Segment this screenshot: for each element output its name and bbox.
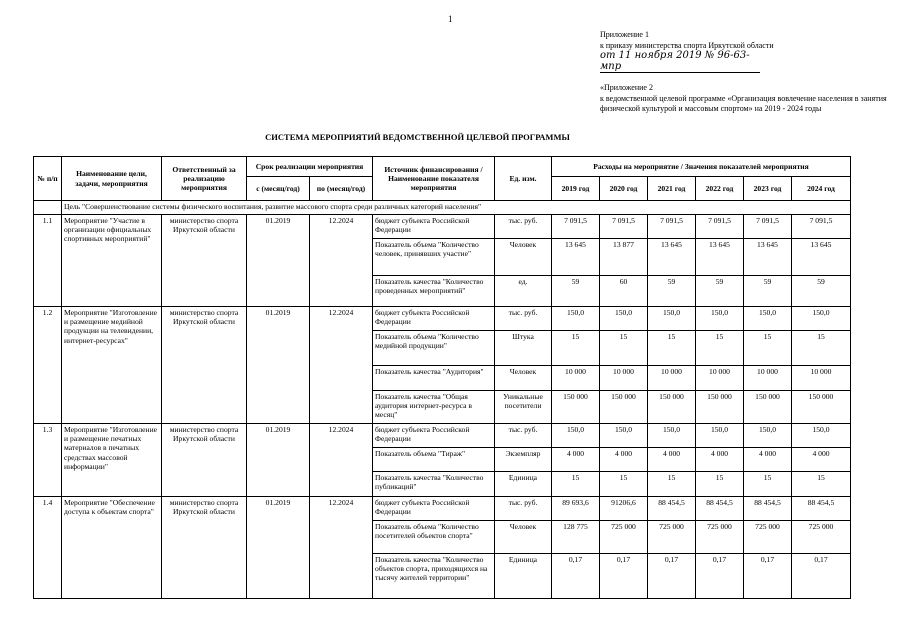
source-cell: бюджет субъекта Российской Федерации <box>373 307 495 331</box>
event-name: Мероприятие "Обеспечение доступа к объектам спорта" <box>62 497 162 599</box>
value-cell: 59 <box>696 276 744 307</box>
unit-cell: тыс. руб. <box>495 497 552 521</box>
unit-cell: ед. <box>495 276 552 307</box>
event-responsible: министерство спорта Иркутской области <box>162 497 247 599</box>
value-cell: 88 454,5 <box>696 497 744 521</box>
handwritten-date: от 11 ноября 2019 № 96-63-мпр <box>600 51 890 73</box>
value-cell: 13 877 <box>600 239 648 276</box>
measures-table <box>33 156 851 599</box>
value-cell: 15 <box>552 331 600 366</box>
value-cell: 7 091,5 <box>600 215 648 239</box>
value-cell: 60 <box>600 276 648 307</box>
value-cell: 150,0 <box>552 424 600 448</box>
header-source: Источник финансирования / Наименование показателя мероприятия <box>373 157 495 201</box>
event-name: Мероприятие "Изготовление и размещение печатных материалов в печатных средствах массовой информации" <box>62 424 162 497</box>
value-cell: 725 000 <box>648 521 696 554</box>
value-cell: 7 091,5 <box>552 215 600 239</box>
value-cell: 150,0 <box>600 424 648 448</box>
value-cell: 0,17 <box>600 554 648 599</box>
event-start: 01.2019 <box>247 307 310 424</box>
table-row <box>34 215 851 239</box>
value-cell: 0,17 <box>552 554 600 599</box>
unit-cell: тыс. руб. <box>495 307 552 331</box>
value-cell: 150,0 <box>648 307 696 331</box>
table-row <box>34 497 851 521</box>
value-cell: 91206,6 <box>600 497 648 521</box>
value-cell: 13 645 <box>696 239 744 276</box>
value-cell: 150,0 <box>552 307 600 331</box>
header-year: 2019 год <box>552 177 600 201</box>
value-cell: 59 <box>792 276 851 307</box>
unit-cell: Уникальные посетители <box>495 391 552 424</box>
event-end: 12.2024 <box>310 497 373 599</box>
value-cell: 150,0 <box>696 307 744 331</box>
value-cell: 15 <box>648 331 696 366</box>
value-cell: 15 <box>696 472 744 497</box>
value-cell: 150 000 <box>600 391 648 424</box>
header-num: № п/п <box>34 157 62 201</box>
value-cell: 7 091,5 <box>792 215 851 239</box>
value-cell: 128 775 <box>552 521 600 554</box>
source-cell: бюджет субъекта Российской Федерации <box>373 215 495 239</box>
value-cell: 0,17 <box>744 554 792 599</box>
source-cell: бюджет субъекта Российской Федерации <box>373 424 495 448</box>
value-cell: 13 645 <box>744 239 792 276</box>
page-number: 1 <box>448 14 453 24</box>
value-cell: 725 000 <box>600 521 648 554</box>
value-cell: 59 <box>552 276 600 307</box>
value-cell: 59 <box>744 276 792 307</box>
empty-cell <box>34 201 62 215</box>
event-name: Мероприятие "Участие в организации официальных спортивных мероприятий" <box>62 215 162 307</box>
value-cell: 10 000 <box>792 366 851 391</box>
goal-row: Цель "Совершенствование системы физического воспитания, развитие массового спорта среди различных категорий населения" <box>62 201 851 215</box>
header-expenses: Расходы на мероприятие / Значения показателей мероприятия <box>552 157 851 177</box>
value-cell: 15 <box>792 331 851 366</box>
value-cell: 15 <box>600 331 648 366</box>
value-cell: 0,17 <box>696 554 744 599</box>
appendix-block <box>600 30 890 115</box>
value-cell: 7 091,5 <box>744 215 792 239</box>
appendix-line2: к приказу министерства спорта Иркутской области <box>600 40 774 50</box>
unit-cell: Единица <box>495 472 552 497</box>
unit-cell: Единица <box>495 554 552 599</box>
value-cell: 150 000 <box>648 391 696 424</box>
event-start: 01.2019 <box>247 424 310 497</box>
unit-cell: Человек <box>495 239 552 276</box>
value-cell: 15 <box>552 472 600 497</box>
value-cell: 4 000 <box>696 448 744 472</box>
source-cell: Показатель объема "Тираж" <box>373 448 495 472</box>
value-cell: 150 000 <box>552 391 600 424</box>
header-year: 2021 год <box>648 177 696 201</box>
value-cell: 4 000 <box>600 448 648 472</box>
value-cell: 150,0 <box>792 307 851 331</box>
event-num: 1.3 <box>34 424 62 497</box>
header-term: Срок реализации мероприятия <box>247 157 373 177</box>
value-cell: 0,17 <box>648 554 696 599</box>
value-cell: 10 000 <box>744 366 792 391</box>
source-cell: Показатель качества "Аудитория" <box>373 366 495 391</box>
value-cell: 7 091,5 <box>696 215 744 239</box>
event-responsible: министерство спорта Иркутской области <box>162 307 247 424</box>
appendix-line4: к ведомственной целевой программе «Организация вовлечение населения в занятия физической культурой и массовым спортом» на 2019 - 2024 годы <box>600 93 887 113</box>
header-from: с (месяц/год) <box>247 177 310 201</box>
unit-cell: Человек <box>495 521 552 554</box>
value-cell: 150,0 <box>648 424 696 448</box>
unit-cell: Штука <box>495 331 552 366</box>
event-end: 12.2024 <box>310 424 373 497</box>
value-cell: 725 000 <box>744 521 792 554</box>
value-cell: 150,0 <box>744 307 792 331</box>
value-cell: 13 645 <box>552 239 600 276</box>
table-row <box>34 424 851 448</box>
appendix-line1: Приложение 1 <box>600 30 649 39</box>
source-cell: Показатель качества "Количество публикаций" <box>373 472 495 497</box>
unit-cell: Человек <box>495 366 552 391</box>
value-cell: 725 000 <box>792 521 851 554</box>
header-year: 2023 год <box>744 177 792 201</box>
header-year: 2024 год <box>792 177 851 201</box>
value-cell: 4 000 <box>552 448 600 472</box>
document-title: СИСТЕМА МЕРОПРИЯТИЙ ВЕДОМСТВЕННОЙ ЦЕЛЕВОЙ ПРОГРАММЫ <box>265 132 570 142</box>
value-cell: 7 091,5 <box>648 215 696 239</box>
value-cell: 88 454,5 <box>744 497 792 521</box>
header-year: 2020 год <box>600 177 648 201</box>
event-end: 12.2024 <box>310 307 373 424</box>
value-cell: 150,0 <box>744 424 792 448</box>
value-cell: 15 <box>744 472 792 497</box>
appendix-line3: «Приложение 2 <box>600 83 653 92</box>
value-cell: 10 000 <box>648 366 696 391</box>
unit-cell: Экземпляр <box>495 448 552 472</box>
value-cell: 15 <box>744 331 792 366</box>
header-name: Наименование цели, задачи, мероприятия <box>62 157 162 201</box>
value-cell: 15 <box>792 472 851 497</box>
header-resp: Ответственный за реализацию мероприятия <box>162 157 247 201</box>
source-cell: Показатель качества "Количество объектов спорта, приходящихся на тысячу жителей территории" <box>373 554 495 599</box>
value-cell: 13 645 <box>792 239 851 276</box>
source-cell: Показатель объема "Количество медийной продукции" <box>373 331 495 366</box>
event-num: 1.4 <box>34 497 62 599</box>
value-cell: 4 000 <box>648 448 696 472</box>
unit-cell: тыс. руб. <box>495 424 552 448</box>
header-year: 2022 год <box>696 177 744 201</box>
source-cell: Показатель объема "Количество человек, принявших участие" <box>373 239 495 276</box>
value-cell: 150 000 <box>744 391 792 424</box>
event-start: 01.2019 <box>247 497 310 599</box>
value-cell: 13 645 <box>648 239 696 276</box>
event-responsible: министерство спорта Иркутской области <box>162 424 247 497</box>
header-unit: Ед. изм. <box>495 157 552 201</box>
value-cell: 0,17 <box>792 554 851 599</box>
value-cell: 725 000 <box>696 521 744 554</box>
header-to: по (месяц/год) <box>310 177 373 201</box>
table-row <box>34 307 851 331</box>
source-cell: Показатель качества "Количество проведенных мероприятий" <box>373 276 495 307</box>
value-cell: 10 000 <box>600 366 648 391</box>
value-cell: 150,0 <box>792 424 851 448</box>
event-end: 12.2024 <box>310 215 373 307</box>
value-cell: 10 000 <box>552 366 600 391</box>
value-cell: 4 000 <box>744 448 792 472</box>
value-cell: 89 693,6 <box>552 497 600 521</box>
value-cell: 15 <box>648 472 696 497</box>
value-cell: 15 <box>600 472 648 497</box>
source-cell: бюджет субъекта Российской Федерации <box>373 497 495 521</box>
source-cell: Показатель качества "Общая аудитория интернет-ресурса в месяц" <box>373 391 495 424</box>
value-cell: 150 000 <box>792 391 851 424</box>
value-cell: 150,0 <box>696 424 744 448</box>
value-cell: 150,0 <box>600 307 648 331</box>
value-cell: 88 454,5 <box>648 497 696 521</box>
unit-cell: тыс. руб. <box>495 215 552 239</box>
value-cell: 88 454,5 <box>792 497 851 521</box>
event-num: 1.2 <box>34 307 62 424</box>
event-name: Мероприятие "Изготовление и размещение медийной продукции на телевидении, интернет-ресурсах" <box>62 307 162 424</box>
event-start: 01.2019 <box>247 215 310 307</box>
value-cell: 15 <box>696 331 744 366</box>
event-num: 1.1 <box>34 215 62 307</box>
value-cell: 59 <box>648 276 696 307</box>
source-cell: Показатель объема "Количество посетителей объектов спорта" <box>373 521 495 554</box>
value-cell: 4 000 <box>792 448 851 472</box>
event-responsible: министерство спорта Иркутской области <box>162 215 247 307</box>
value-cell: 10 000 <box>696 366 744 391</box>
value-cell: 150 000 <box>696 391 744 424</box>
